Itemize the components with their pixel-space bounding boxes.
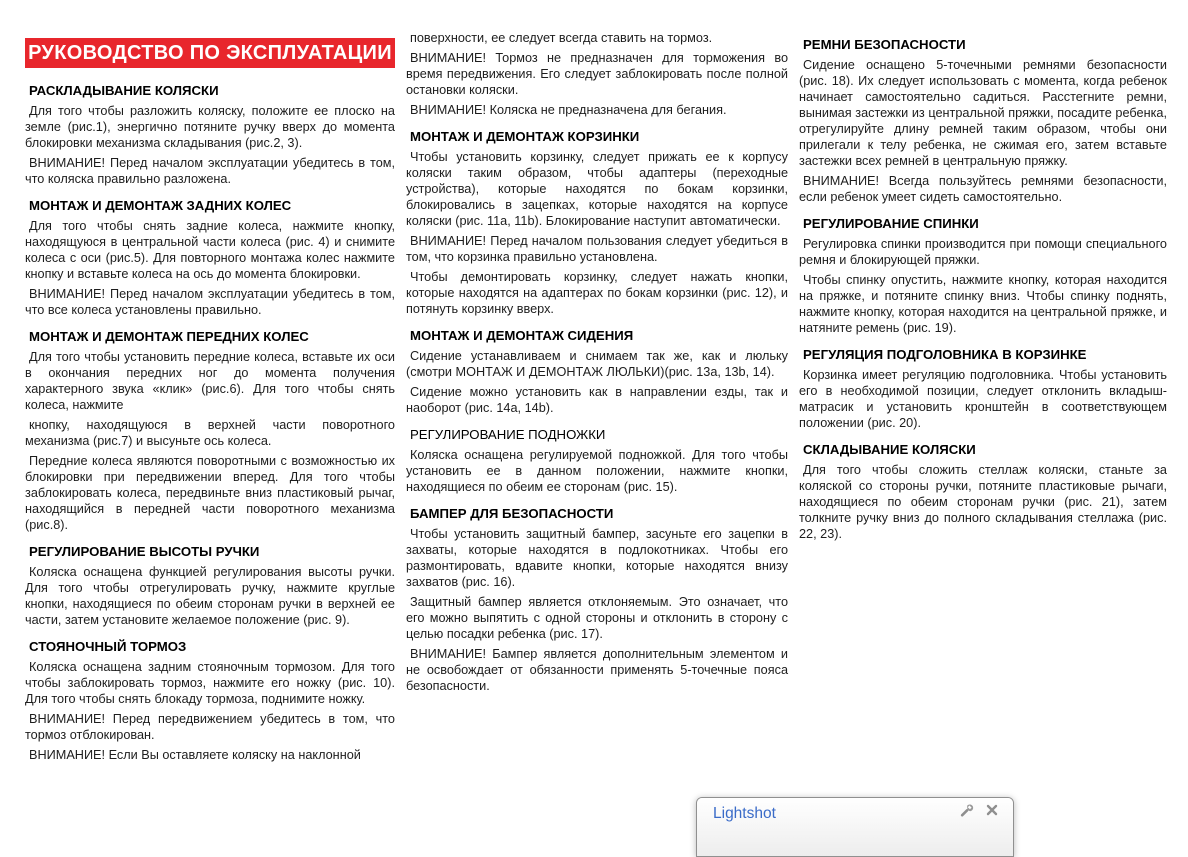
paragraph: Чтобы спинку опустить, нажмите кнопку, которая находится на пряжке, и потяните спинку вниз. Чтобы спинку поднять, нажмите кнопку, которая находится на центральной пряжке, и натяните ремень (рис. 19). bbox=[799, 273, 1167, 335]
column-2 bbox=[406, 26, 788, 767]
paragraph: ВНИМАНИЕ! Бампер является дополнительным элементом и не освобождает от обязанности применять 5-точечные пояса безопасности. bbox=[406, 647, 788, 693]
lightshot-window bbox=[696, 797, 1014, 857]
close-icon[interactable] bbox=[984, 802, 999, 817]
section-heading: СКЛАДЫВАНИЕ КОЛЯСКИ bbox=[803, 442, 976, 457]
section-heading: РЕГУЛИРОВАНИЕ ВЫСОТЫ РУЧКИ bbox=[29, 544, 260, 559]
paragraph: ВНИМАНИЕ! Тормоз не предназначен для торможения во время передвижения. Его следует заблокировать после полной остановки коляски. bbox=[406, 51, 788, 97]
paragraph: ВНИМАНИЕ! Коляска не предназначена для бегания. bbox=[410, 103, 727, 117]
paragraph: ВНИМАНИЕ! Перед началом эксплуатации убедитесь в том, что коляска правильно разложена. bbox=[25, 156, 395, 186]
paragraph: ВНИМАНИЕ! Всегда пользуйтесь ремнями безопасности, если ребенок умеет сидеть самостоятельно. bbox=[799, 174, 1167, 204]
paragraph: Защитный бампер является отклоняемым. Это означает, что его можно выпятить с одной стороны и отклонить в сторону с целью посадки ребенка (рис. 17). bbox=[406, 595, 788, 641]
section-heading: БАМПЕР ДЛЯ БЕЗОПАСНОСТИ bbox=[410, 506, 614, 521]
paragraph: Для того чтобы снять задние колеса, нажмите кнопку, находящуюся в центральной части колеса (рис. 4) и снимите колеса с оси (рис.5). Для повторного монтажа колес нажмите кнопку и вставьте колеса на ось до момента блокировки. bbox=[25, 219, 395, 281]
section-heading: РЕГУЛИРОВАНИЕ СПИНКИ bbox=[803, 216, 979, 231]
section-heading: СТОЯНОЧНЫЙ ТОРМОЗ bbox=[29, 639, 187, 654]
paragraph: Сидение оснащено 5-точечными ремнями безопасности (рис. 18). Их следует использовать с момента, когда ребенок начинает самостоятельно садиться. Расстегните ремни, вынимая застежки из центральной пряжки, посадите ребенка, отрегулируйте длину ремней таким образом, чтобы они прилегали к телу ребенка, не сжимая его, затем вставьте застежки всех ремней в центральную пряжку. bbox=[799, 58, 1167, 168]
paragraph: Для того чтобы разложить коляску, положите ее плоско на земле (рис.1), энергично потяните ручку вверх до момента блокировки механизма складывания (рис.2, 3). bbox=[25, 104, 395, 150]
paragraph: кнопку, находящуюся в верхней части поворотного механизма (рис.7) и высуньте ось колеса. bbox=[25, 418, 395, 448]
section-heading: МОНТАЖ И ДЕМОНТАЖ ЗАДНИХ КОЛЕС bbox=[29, 198, 292, 213]
paragraph: ВНИМАНИЕ! Перед началом эксплуатации убедитесь в том, что все колеса установлены правильно. bbox=[25, 287, 395, 317]
manual-title-banner bbox=[25, 38, 395, 68]
section-heading: РАСКЛАДЫВАНИЕ КОЛЯСКИ bbox=[29, 83, 219, 98]
paragraph: Коляска оснащена функцией регулирования высоты ручки. Для того чтобы отрегулировать ручку, нажмите круглые кнопки, находящиеся по обеим сторонам ручки в верхней ее части, затем установите желаемое положение (рис. 9). bbox=[25, 565, 395, 627]
paragraph: Для того чтобы установить передние колеса, вставьте их оси в окончания передних ног до момента получения характерного звука «клик» (рис.6). Для того чтобы снять колеса, нажмите bbox=[25, 350, 395, 412]
paragraph: ВНИМАНИЕ! Если Вы оставляете коляску на наклонной bbox=[29, 748, 361, 762]
paragraph: Сидение устанавливаем и снимаем так же, как и люльку (смотри МОНТАЖ И ДЕМОНТАЖ ЛЮЛЬКИ)(рис. 13a, 13b, 14). bbox=[406, 349, 788, 379]
lightshot-window-controls bbox=[959, 802, 999, 817]
column-3 bbox=[799, 26, 1167, 767]
paragraph: Сидение можно установить как в направлении езды, так и наоборот (рис. 14a, 14b). bbox=[406, 385, 788, 415]
paragraph: Для того чтобы сложить стеллаж коляски, станьте за коляской со стороны ручки, потяните пластиковые рычаги, находящиеся по обеим сторонам ручки (рис. 21), затем толкните ручку вниз до полного складывания стеллажа (рис. 22, 23). bbox=[799, 463, 1167, 541]
paragraph: Чтобы демонтировать корзинку, следует нажать кнопки, которые находятся на адаптерах по бокам корзинки (рис. 12), и потянуть корзинку вверх. bbox=[406, 270, 788, 316]
paragraph: Передние колеса являются поворотными с возможностью их блокировки при передвижении вперед. Для того чтобы заблокировать колеса, передвиньте вниз пластиковый рычаг, находящийся в передней части поворотного механизма (рис.8). bbox=[25, 454, 395, 532]
paragraph: Чтобы установить корзинку, следует прижать ее к корпусу коляски таким образом, чтобы адаптеры (переходные устройства), которые находятся по бокам корзинки, блокировались в зацепках, которые находятся на корпусе коляски (рис. 11a, 11b). Блокирование наступит автоматически. bbox=[406, 150, 788, 228]
paragraph: Корзинка имеет регуляцию подголовника. Чтобы установить его в необходимой позиции, следует отклонить вкладыш-матрасик и установить кронштейн в соответствующем положении (рис. 20). bbox=[799, 368, 1167, 430]
manual-title: РУКОВОДСТВО ПО ЭКСПЛУАТАЦИИ bbox=[28, 41, 392, 64]
wrench-icon[interactable] bbox=[959, 802, 974, 817]
section-heading: МОНТАЖ И ДЕМОНТАЖ ПЕРЕДНИХ КОЛЕС bbox=[29, 329, 309, 344]
paragraph: Регулировка спинки производится при помощи специального ремня и блокирующей пряжки. bbox=[799, 237, 1167, 267]
section-heading: РЕГУЛЯЦИЯ ПОДГОЛОВНИКА В КОРЗИНКЕ bbox=[803, 347, 1087, 362]
paragraph: ВНИМАНИЕ! Перед передвижением убедитесь в том, что тормоз отблокирован. bbox=[25, 712, 395, 742]
paragraph: ВНИМАНИЕ! Перед началом пользования следует убедиться в том, что корзинка правильно установлена. bbox=[406, 234, 788, 264]
paragraph: поверхности, ее следует всегда ставить на тормоз. bbox=[410, 31, 713, 45]
paragraph: Коляска оснащена регулируемой подножкой. Для того чтобы установить ее в данном положении, нажмите кнопки, находящиеся по обеим ее сторонам (рис. 15). bbox=[406, 448, 788, 494]
paragraph: Чтобы установить защитный бампер, засуньте его зацепки в захваты, которые находятся в подлокотниках. Чтобы его размонтировать, вдавите кнопки, которые находятся внизу захватов (рис. 16). bbox=[406, 527, 788, 589]
section-heading: МОНТАЖ И ДЕМОНТАЖ СИДЕНИЯ bbox=[410, 328, 634, 343]
column-1 bbox=[25, 26, 395, 767]
lightshot-titlebar[interactable] bbox=[697, 798, 1013, 856]
section-heading: МОНТАЖ И ДЕМОНТАЖ КОРЗИНКИ bbox=[410, 129, 640, 144]
section-heading: РЕГУЛИРОВАНИЕ ПОДНОЖКИ bbox=[410, 427, 606, 442]
lightshot-title: Lightshot bbox=[713, 805, 776, 822]
section-heading: РЕМНИ БЕЗОПАСНОСТИ bbox=[803, 37, 966, 52]
paragraph: Коляска оснащена задним стояночным тормозом. Для того чтобы заблокировать тормоз, нажмите его ножку (рис. 10). Для того чтобы снять блокаду тормоза, поднимите ножку. bbox=[25, 660, 395, 706]
